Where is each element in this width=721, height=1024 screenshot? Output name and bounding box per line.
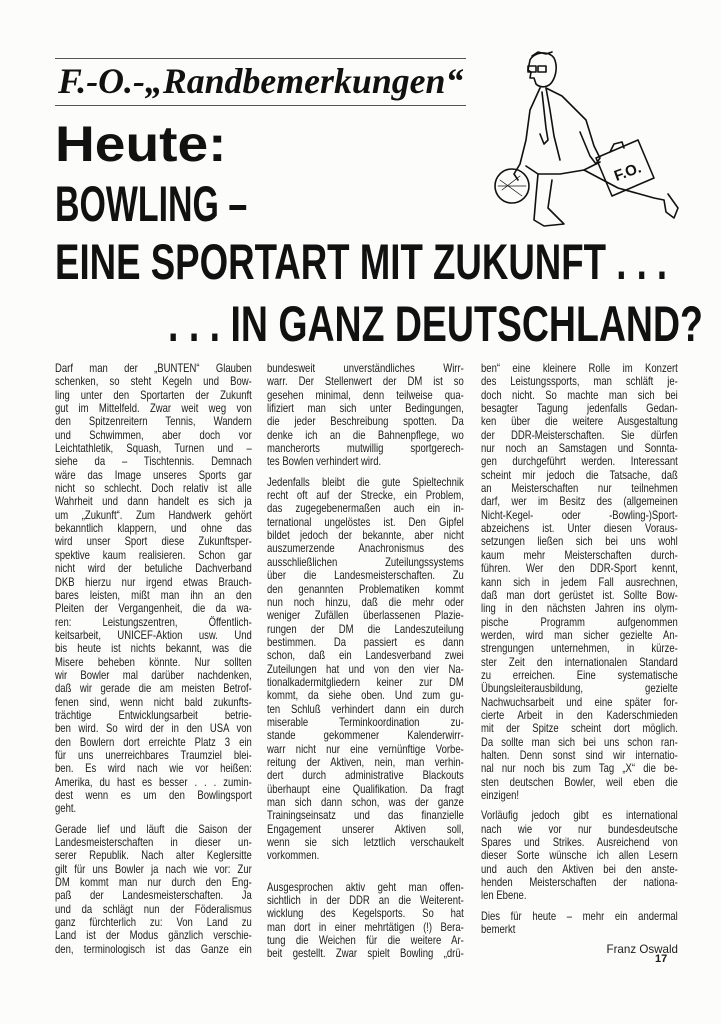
text-line-content: ren: Leistungszentren, Öffentlich- xyxy=(55,615,252,629)
text-line-content: reitung der Aktiven, nein, man verhin- xyxy=(267,755,464,769)
text-line-content: um „Zukunft“. Zum Handwerk gehört xyxy=(55,508,252,522)
text-line-content: dert durch administrative Blackouts xyxy=(267,769,464,783)
text-line-content: spektive kaum realisieren. Schon gar xyxy=(55,548,252,562)
text-line-content: die jeder Beschreibung spotten. Da xyxy=(267,415,464,429)
text-line xyxy=(481,889,678,902)
text-line xyxy=(55,709,252,722)
text-line-content: nur noch an Samstagen und Sonnta- xyxy=(481,442,678,456)
text-line-content: wird unser Sport diese Zukunftsper- xyxy=(55,535,252,549)
text-line-content: den Spitzenreitern Tennis, Wandern xyxy=(55,415,252,429)
text-line xyxy=(481,709,678,722)
text-line xyxy=(55,789,252,802)
text-line-content: denke ich an die Bahnenpflege, wo xyxy=(267,428,464,442)
text-line-content: siehe da – Tischtennis. Demnach xyxy=(55,455,252,469)
text-line-content: Da sollte man sich bei uns schon ran- xyxy=(481,735,678,749)
text-line xyxy=(267,907,464,920)
text-line xyxy=(267,729,464,742)
text-line-content: dest wenn es um den Bowlingsport xyxy=(55,789,252,802)
text-line-content: Engagement unserer Aktiven soll, xyxy=(267,822,464,836)
text-line-content: strengungen unternehmen, in kürze- xyxy=(481,642,678,656)
text-line xyxy=(267,623,464,636)
text-line-content: Trainingseinsatz und das finanzielle xyxy=(267,809,464,823)
article-paragraph xyxy=(481,362,678,802)
text-line-content: recht oft auf der Strecke, ein Problem, xyxy=(267,489,464,503)
article-column-1 xyxy=(55,362,252,963)
text-line xyxy=(481,876,678,889)
text-line xyxy=(481,402,678,415)
text-line xyxy=(55,736,252,749)
text-line-content: mancherorts mutwillig sportgerech- xyxy=(267,442,464,456)
text-line-content: scheint mir jedoch die Tatsache, daß xyxy=(481,468,678,482)
text-line xyxy=(267,389,464,402)
article-column-2 xyxy=(267,362,464,968)
text-line xyxy=(481,602,678,615)
text-line xyxy=(55,642,252,655)
text-line xyxy=(267,769,464,782)
text-line xyxy=(55,749,252,762)
text-line xyxy=(55,375,252,388)
text-line xyxy=(267,569,464,582)
text-line-content: über die Landesmeisterschaften. Zu xyxy=(267,569,464,583)
text-line xyxy=(267,663,464,676)
text-line xyxy=(55,415,252,428)
text-line xyxy=(55,669,252,682)
text-line xyxy=(481,522,678,535)
text-line xyxy=(267,881,464,894)
text-line-content: henden Meisterschaften der nationa- xyxy=(481,876,678,890)
text-line-content: Übungsleiterausbildung, gezielte xyxy=(481,682,678,696)
text-line-content: Darf man der „BUNTEN“ Glauben xyxy=(55,362,252,375)
text-line xyxy=(55,849,252,862)
text-line xyxy=(55,549,252,562)
text-line-content: nun noch hinzu, daß die mehr oder xyxy=(267,595,464,609)
text-line-content: DKB hierzu nur irgend etwas Brauch- xyxy=(55,575,252,589)
text-line xyxy=(55,629,252,642)
text-line-content: nach wie vor nur bundesdeutsche xyxy=(481,822,678,836)
text-line-content: nicht so schlecht. Doch relativ ist alle xyxy=(55,482,252,496)
text-line xyxy=(267,476,464,489)
text-line xyxy=(267,442,464,455)
text-line-content: Leichtathletik, Squash, Turnen und – xyxy=(55,442,252,456)
text-line xyxy=(267,649,464,662)
text-line-content: Ausgesprochen aktiv geht man offen- xyxy=(267,880,464,894)
text-line xyxy=(55,389,252,402)
text-line xyxy=(55,823,252,836)
text-line xyxy=(55,722,252,735)
text-line-content: ling in den nächsten Jahren ins olym- xyxy=(481,602,678,616)
article-column-3 xyxy=(481,362,678,957)
text-line xyxy=(267,756,464,769)
text-line-content: daß wir gerade die am meisten Betrof- xyxy=(55,682,252,696)
text-line-content: kommt, da siehe oben. Und zum gu- xyxy=(267,689,464,703)
text-line-content: Spares und Strikes. Ausreichend von xyxy=(481,836,678,850)
text-line xyxy=(55,682,252,695)
text-line-content: ausschließlichen Zuteilungssystems xyxy=(267,555,464,569)
text-line xyxy=(267,743,464,756)
text-line xyxy=(55,776,252,789)
text-line-content: bildet jedoch der bekannte, aber nicht xyxy=(267,529,464,543)
text-line xyxy=(481,642,678,655)
text-line xyxy=(55,656,252,669)
text-line-content: überhaupt eine Qualifikation. Da fragt xyxy=(267,782,464,796)
text-line xyxy=(481,789,678,802)
text-line xyxy=(267,947,464,960)
text-line-content: nicht wird der betuliche Dachverband xyxy=(55,562,252,576)
headline-bowling: BOWLING – xyxy=(55,176,248,232)
text-line-content: wir Bowler mal darüber nachdenken, xyxy=(55,668,252,682)
text-line xyxy=(55,522,252,535)
text-line xyxy=(55,482,252,495)
text-line-content: cierte Arbeit in den Kaderschmieden xyxy=(481,708,678,722)
text-line xyxy=(55,696,252,709)
text-line-content: serer Republik. Nach alter Keglersitte xyxy=(55,849,252,863)
text-line-content: man sich dann schon, was der ganze xyxy=(267,796,464,809)
text-line-content: vorkommen. xyxy=(267,849,320,863)
headline-deutschland: . . . IN GANZ DEUTSCHLAND? xyxy=(168,296,703,352)
text-line-content: DM kommt man nur durch den Eng- xyxy=(55,876,252,890)
text-line-content: bemerkt xyxy=(481,923,516,937)
text-line xyxy=(55,589,252,602)
text-line xyxy=(481,442,678,455)
article-paragraph xyxy=(267,362,464,469)
text-line xyxy=(55,943,252,956)
text-line xyxy=(267,823,464,836)
text-line-content: ster Zeit den internationalen Standard xyxy=(481,655,678,669)
text-line xyxy=(55,362,252,375)
text-line xyxy=(481,562,678,575)
text-line xyxy=(55,762,252,775)
text-line xyxy=(267,783,464,796)
text-line-content: ganz fürchterlich zu: Von Land zu xyxy=(55,916,252,930)
text-line-content: des Leistungssports, man schläft je- xyxy=(481,375,678,389)
text-line xyxy=(481,923,678,936)
text-line-content: darf, wer im Besitz des (allgemeinen xyxy=(481,495,678,509)
article-paragraph xyxy=(481,910,678,937)
text-line-content: warr nicht nur eine vernünftige Vorbe- xyxy=(267,742,464,756)
text-line xyxy=(481,362,678,375)
text-line xyxy=(267,703,464,716)
text-line xyxy=(481,535,678,548)
text-line-content: kaum mehr Meisterschaften durch- xyxy=(481,548,678,562)
text-line-content: lifiziert man sich unter Bedingungen, xyxy=(267,402,464,416)
text-line xyxy=(55,562,252,575)
text-line-content: tes Bowlen verhindert wird. xyxy=(267,455,382,469)
text-line xyxy=(55,576,252,589)
text-line-content: für uns unerreichbares Traumziel blei- xyxy=(55,748,252,762)
text-line xyxy=(267,934,464,947)
text-line xyxy=(481,749,678,762)
author-signature: Franz Oswald xyxy=(606,943,678,957)
text-line xyxy=(267,583,464,596)
text-line-content: gilt für uns Bowler ja nach wie vor: Zur xyxy=(55,862,252,876)
text-line-content: an Meisterschaften nur teilnehmen xyxy=(481,482,678,496)
text-line xyxy=(55,442,252,455)
text-line xyxy=(267,556,464,569)
text-line-content: halten. Denn sonst sind wir internatio- xyxy=(481,748,678,762)
text-line xyxy=(481,722,678,735)
text-line-content: bundesweit unverständliches Wirr- xyxy=(267,362,464,375)
text-line-content: Zuteilungen hat und von den vier Na- xyxy=(267,662,464,676)
text-line-content: Pleiten der Vergangenheit, die da wa- xyxy=(55,602,252,616)
text-line-content: Amerika, du hast es besser . . . zumin- xyxy=(55,775,252,789)
text-line xyxy=(267,689,464,702)
text-line-content: schon, daß ein Landesverband zwei xyxy=(267,649,464,663)
text-line-content: len Ebene. xyxy=(481,889,527,903)
text-line-content: ten Schluß verhindert dann ein durch xyxy=(267,702,464,716)
text-line xyxy=(267,809,464,822)
text-line-content: weniger Zufällen überlassenen Plazie- xyxy=(267,609,464,623)
text-line xyxy=(55,889,252,902)
text-line-content: trächtige Entwicklungsarbeit betrie- xyxy=(55,708,252,722)
text-line xyxy=(481,669,678,682)
column-kicker: F.-O.-„Randbemerkungen“ xyxy=(58,61,464,101)
text-line xyxy=(55,903,252,916)
text-line-content: sten deutschen Bowler, weil eben die xyxy=(481,775,678,789)
text-line-content: beit gestellt. Zwar spielt Bowling „drü- xyxy=(267,947,464,961)
text-line xyxy=(481,736,678,749)
text-line xyxy=(481,656,678,669)
text-line xyxy=(481,495,678,508)
text-line-content: Nicht-Kegel- oder -Bowling-)Sport- xyxy=(481,508,678,522)
text-line-content: setzungen ließen sich bei uns wohl xyxy=(481,535,678,549)
text-line-content: mit der Spitze scheint dort möglich. xyxy=(481,722,678,736)
text-line xyxy=(55,916,252,929)
text-line xyxy=(55,495,252,508)
text-line-content: wicklung des Kegelsports. So hat xyxy=(267,907,464,921)
text-line xyxy=(55,616,252,629)
text-line xyxy=(267,362,464,375)
bowler-illustration xyxy=(468,48,693,238)
headline-sportart: EINE SPORTART MIT ZUKUNFT . . . xyxy=(55,234,668,290)
text-line-content: Dies für heute – mehr ein andermal xyxy=(481,909,678,923)
text-line-content: geht. xyxy=(55,802,77,816)
text-line xyxy=(481,389,678,402)
text-line-content: keitsarbeit, UNICEF-Aktion usw. Und xyxy=(55,628,252,642)
text-line-content: fenen sind, wenn nicht bald zukunfts- xyxy=(55,695,252,709)
text-line-content: wäre das Image unseres Sports gar xyxy=(55,468,252,482)
text-line-content: bis heute ist nichts bekannt, was die xyxy=(55,642,252,656)
text-line xyxy=(481,549,678,562)
text-line xyxy=(55,402,252,415)
text-line-content: schenken, so steht Kegeln und Bow- xyxy=(55,375,252,389)
text-line xyxy=(267,716,464,729)
text-line-content: rungen der DM die Landeszuteilung xyxy=(267,622,464,636)
text-line-content: einzigen! xyxy=(481,789,520,802)
text-line-content: abzeichens ist. Unter diesen Voraus- xyxy=(481,522,678,536)
text-line xyxy=(267,849,464,862)
text-line-content: warr. Der Stellenwert der DM ist so xyxy=(267,375,464,389)
text-line xyxy=(481,375,678,388)
text-line xyxy=(481,762,678,775)
text-line xyxy=(481,809,678,822)
text-line-content: tung die Weichen für die weitere Ar- xyxy=(267,934,464,948)
text-line-content: bekanntlich klappern, und ohne das xyxy=(55,522,252,536)
text-line xyxy=(267,636,464,649)
text-line-content: den genannten Problematiken kommt xyxy=(267,582,464,596)
page-number: 17 xyxy=(655,953,668,965)
text-line xyxy=(481,836,678,849)
text-line-content: den, terminologisch ist das Ganze ein xyxy=(55,942,252,956)
text-line-content: stande gekommener Kalenderwirr- xyxy=(267,729,464,743)
text-line xyxy=(55,429,252,442)
text-line xyxy=(267,516,464,529)
text-line-content: besagter Tagung jedenfalls Gedan- xyxy=(481,402,678,416)
text-line xyxy=(481,863,678,876)
text-line-content: bares leisten, mißt man ihn an den xyxy=(55,588,252,602)
text-line xyxy=(55,836,252,849)
text-line-content: der DDR-Meisterschaften. Sie dürfen xyxy=(481,428,678,442)
text-line xyxy=(55,455,252,468)
text-line xyxy=(481,776,678,789)
text-line-content: führen. Wer den DDR-Sport kennt, xyxy=(481,562,678,576)
text-line xyxy=(481,482,678,495)
article-paragraph xyxy=(267,881,464,961)
text-line-content: werden, wird man sicher gezielte An- xyxy=(481,628,678,642)
text-line xyxy=(481,849,678,862)
text-line xyxy=(55,802,252,815)
article-paragraph xyxy=(55,823,252,956)
text-line xyxy=(481,469,678,482)
text-line xyxy=(55,509,252,522)
text-line-content: paß der Landesmeisterschaften. Ja xyxy=(55,889,252,903)
text-line-content: miserable Terminkoordination zu- xyxy=(267,715,464,729)
text-line xyxy=(267,375,464,388)
text-line xyxy=(481,696,678,709)
text-line-content: gen durchgeführt werden. Interessant xyxy=(481,455,678,469)
text-line-content: ternational ungelöstes ist. Den Gipfel xyxy=(267,515,464,529)
text-line-content: nal nur noch bis zum Tag „X“ die be- xyxy=(481,762,678,776)
text-line xyxy=(267,429,464,442)
text-line-content: das zugegebenermaßen auch ein in- xyxy=(267,502,464,516)
text-line xyxy=(55,469,252,482)
text-line xyxy=(55,929,252,942)
text-line-content: ben. Es wird nach wie vor heißen: xyxy=(55,762,252,776)
text-line xyxy=(481,429,678,442)
text-line-content: gut im Mittelfeld. Zwar weit weg von xyxy=(55,402,252,416)
headline-heute: Heute: xyxy=(55,116,227,172)
text-line xyxy=(55,535,252,548)
text-line-content: ken über die weitere Ausgestaltung xyxy=(481,415,678,429)
text-line-content: Misere beheben könnte. Nur sollten xyxy=(55,655,252,669)
text-line xyxy=(481,823,678,836)
text-line xyxy=(267,489,464,502)
text-line-content: wenn sie sich letztlich verschaukelt xyxy=(267,836,464,850)
briefcase-icon xyxy=(596,140,654,196)
text-line-content: tionalkadermitgliedern keiner zur DM xyxy=(267,675,464,689)
text-line xyxy=(267,609,464,622)
text-line-content: und da schlägt nun der Föderalismus xyxy=(55,902,252,916)
text-line-content: Nachwuchsarbeit und eine später for- xyxy=(481,695,678,709)
text-line xyxy=(267,502,464,515)
bottom-rule xyxy=(55,105,466,106)
text-line-content: dieser Sorte wünsche ich allen Lesern xyxy=(481,849,678,863)
text-line xyxy=(481,576,678,589)
text-line xyxy=(55,602,252,615)
text-line xyxy=(267,415,464,428)
text-line xyxy=(481,910,678,923)
text-line-content: und Schwimmen, aber doch vor xyxy=(55,428,252,442)
text-line-content: und auch den Aktiven bei den anste- xyxy=(481,862,678,876)
body-icon xyxy=(514,88,678,226)
text-line-content: kann sich in jedem Fall ausrechnen, xyxy=(481,575,678,589)
text-line xyxy=(55,863,252,876)
text-line xyxy=(481,415,678,428)
text-line xyxy=(481,616,678,629)
top-rule xyxy=(55,58,466,59)
text-line-content: zu erreichen. Eine systematische xyxy=(481,668,678,682)
text-line-content: den Bowlern dort erreichte Platz 3 ein xyxy=(55,735,252,749)
text-line-content: ben“ eine kleinere Rolle im Konzert xyxy=(481,362,678,375)
text-line xyxy=(267,542,464,555)
text-line-content: Vorläufig jedoch gibt es international xyxy=(481,809,678,823)
text-line-content: doch nicht. So machte man sich bei xyxy=(481,388,678,402)
text-line xyxy=(267,455,464,468)
text-line xyxy=(267,836,464,849)
text-line xyxy=(267,894,464,907)
text-line-content: ben wird. So wird der in den USA von xyxy=(55,722,252,736)
text-line-content: Gerade lief und läuft die Saison der xyxy=(55,822,252,836)
text-line-content: Wahrheit und dann handelt es sich ja xyxy=(55,495,252,509)
text-line xyxy=(267,402,464,415)
text-line-content: man dort in einer mehrtätigen (!) Bera- xyxy=(267,920,464,934)
head-icon xyxy=(528,52,556,87)
text-line-content: pische Programm aufgenommen xyxy=(481,615,678,629)
text-line-content: bestimmen. Da passiert es dann xyxy=(267,635,464,649)
article-paragraph xyxy=(481,809,678,902)
text-line xyxy=(481,629,678,642)
text-line xyxy=(267,921,464,934)
text-line-content: daß man dort gerüstet ist. Sollte Bow- xyxy=(481,588,678,602)
text-line-content: Landesmeisterschaften in dieser un- xyxy=(55,836,252,850)
text-line-content: gesehen minimal, denn teilweise qua- xyxy=(267,388,464,402)
text-line xyxy=(481,682,678,695)
text-line-content: sichtlich in der DDR an die Weiterent- xyxy=(267,894,464,908)
text-line-content: Jedenfalls bleibt die gute Spieltechnik xyxy=(267,475,464,489)
text-line-content: ling unter den Sportarten der Zukunft xyxy=(55,388,252,402)
text-line-content: Land ist der Modus gänzlich verschie- xyxy=(55,929,252,943)
text-line xyxy=(267,796,464,809)
text-line xyxy=(267,676,464,689)
text-line xyxy=(267,596,464,609)
briefcase-label: F.O. xyxy=(611,159,644,185)
text-line xyxy=(267,529,464,542)
text-line xyxy=(481,589,678,602)
article-paragraph xyxy=(55,362,252,816)
bowling-ball-icon xyxy=(495,169,529,203)
article-paragraph xyxy=(267,476,464,863)
text-line xyxy=(55,876,252,889)
text-line xyxy=(481,455,678,468)
text-line xyxy=(481,509,678,522)
text-line-content: auszumerzende Anachronismus des xyxy=(267,542,464,556)
